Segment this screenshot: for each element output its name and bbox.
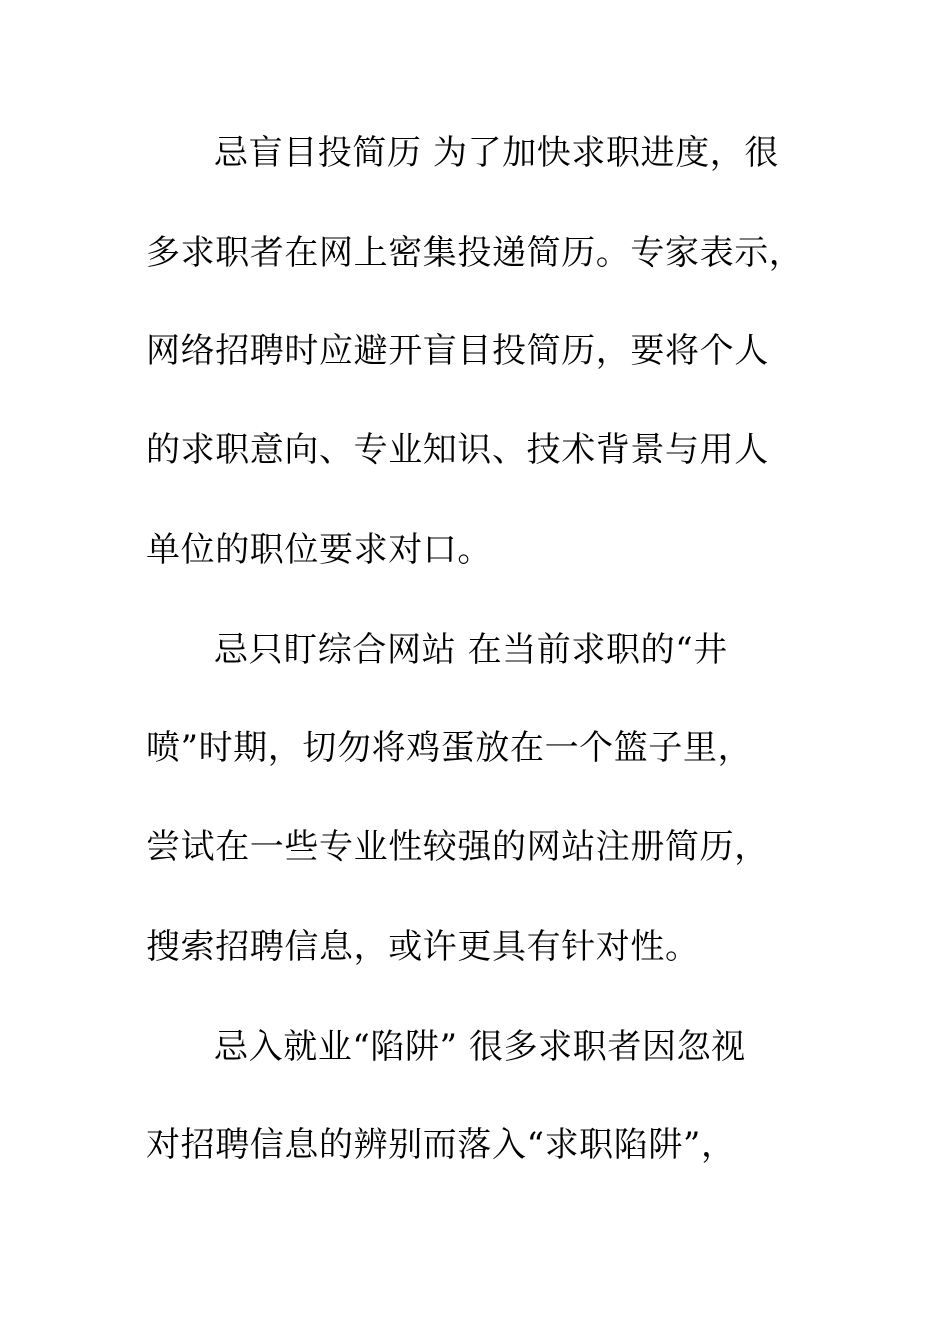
paragraph-1-line-3: 网络招聘时应避开盲目投简历，要将个人	[146, 331, 769, 371]
paragraph-3-line-2: 对招聘信息的辨别而落入“求职陷阱”，	[146, 1125, 736, 1165]
paragraph-2-line-4: 搜索招聘信息，或许更具有针对性。	[146, 927, 700, 967]
paragraph-2-line-1: 忌只盯综合网站 在当前求职的“井	[214, 630, 728, 670]
paragraph-2-line-3: 尝试在一些专业性较强的网站注册简历，	[146, 827, 769, 867]
paragraph-1-line-4: 的求职意向、专业知识、技术背景与用人	[146, 430, 769, 470]
paragraph-1-line-1: 忌盲目投简历 为了加快求职进度，很	[214, 133, 780, 173]
paragraph-3-line-1: 忌入就业“陷阱” 很多求职者因忽视	[214, 1027, 746, 1067]
paragraph-1-line-5: 单位的职位要求对口。	[146, 530, 492, 570]
paragraph-2-line-2: 喷”时期，切勿将鸡蛋放在一个篮子里，	[146, 728, 753, 768]
paragraph-1-line-2: 多求职者在网上密集投递简历。专家表示，	[146, 233, 804, 273]
